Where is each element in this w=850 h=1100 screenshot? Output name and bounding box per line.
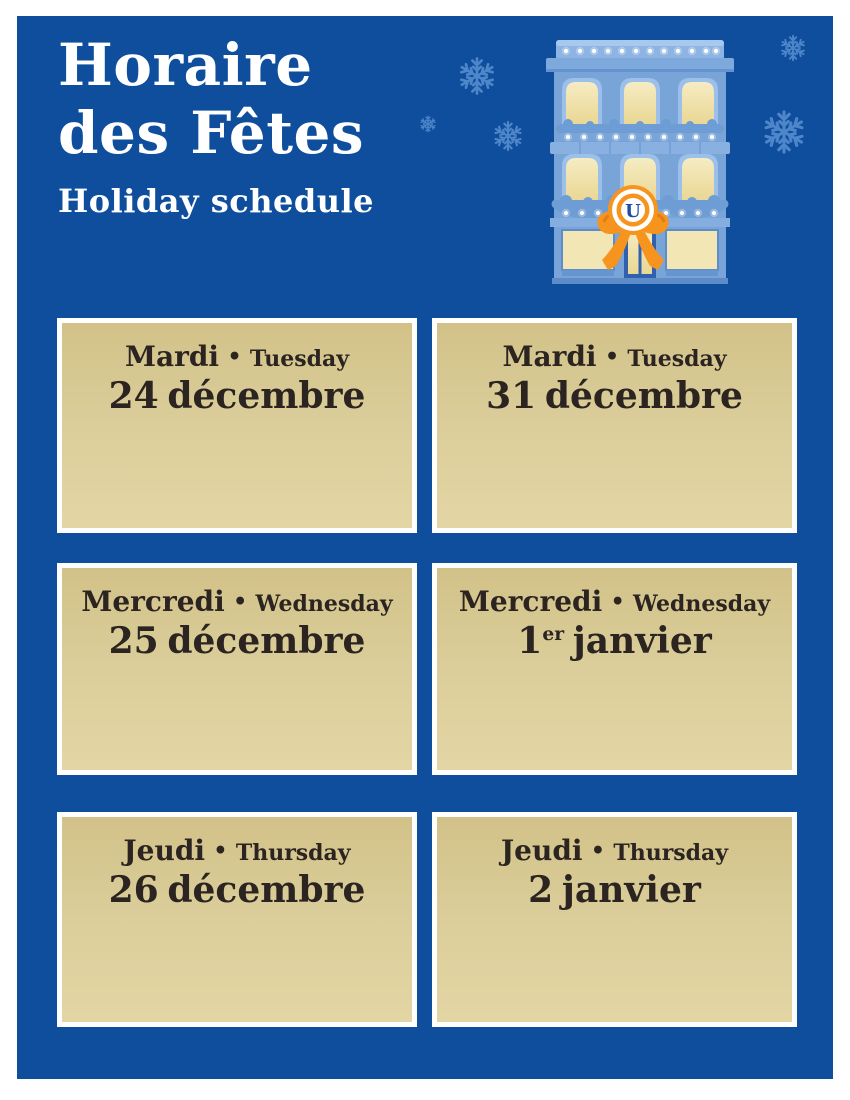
snowflake-icon [457, 56, 497, 96]
card-date [62, 621, 412, 662]
date-month: décembre [167, 619, 366, 662]
date-number: 1 [517, 619, 543, 662]
date-number: 31 [486, 374, 537, 417]
schedule-card-jan-1 [432, 563, 797, 775]
schedule-card-dec-24 [57, 318, 417, 533]
card-day-line [62, 585, 412, 619]
bullet-separator: • [213, 838, 228, 864]
day-name-french: Mercredi [458, 585, 603, 618]
day-name-french: Jeudi [123, 834, 206, 867]
date-month: janvier [572, 619, 712, 662]
card-day-line [62, 340, 412, 374]
date-ordinal-suffix: er [542, 622, 565, 645]
schedule-card-dec-31 [432, 318, 797, 533]
date-month: janvier [561, 868, 701, 911]
title-english: Holiday schedule [58, 181, 375, 220]
card-date [437, 870, 792, 911]
poster-title-block [58, 32, 374, 220]
day-name-french: Mardi [502, 340, 597, 373]
bullet-separator: • [604, 344, 619, 370]
date-number: 26 [108, 868, 159, 911]
badge-letter: U [625, 201, 641, 222]
bullet-separator: • [590, 838, 605, 864]
day-name-english: Thursday [613, 840, 729, 866]
date-month: décembre [167, 868, 366, 911]
snowflake-icon [492, 120, 524, 152]
schedule-card-dec-25 [57, 563, 417, 775]
uniprix-logo-badge [608, 185, 658, 235]
bullet-separator: • [233, 589, 248, 615]
snowflake-icon [761, 109, 807, 155]
day-name-french: Mercredi [81, 585, 225, 618]
day-name-english: Tuesday [627, 346, 727, 372]
schedule-card-jan-2 [432, 812, 797, 1027]
card-day-line [437, 834, 792, 868]
day-name-french: Jeudi [500, 834, 583, 867]
day-name-english: Wednesday [255, 591, 393, 617]
snowflake-icon [419, 115, 437, 133]
day-name-english: Tuesday [249, 346, 350, 372]
date-month: décembre [544, 374, 743, 417]
date-number: 25 [108, 619, 159, 662]
bullet-separator: • [610, 589, 625, 615]
title-french-line1: Horaire [58, 31, 313, 99]
day-name-english: Wednesday [633, 591, 771, 617]
day-name-english: Thursday [235, 840, 351, 866]
card-day-line [437, 340, 792, 374]
bullet-separator: • [227, 344, 242, 370]
card-day-line [62, 834, 412, 868]
snowflake-icon [779, 34, 807, 62]
date-month: décembre [167, 374, 366, 417]
card-date [437, 621, 792, 662]
card-day-line [437, 585, 792, 619]
schedule-card-dec-26 [57, 812, 417, 1027]
date-number: 24 [108, 374, 159, 417]
date-number: 2 [528, 868, 554, 911]
storefront-illustration [538, 32, 742, 284]
holiday-poster [17, 16, 833, 1079]
day-name-french: Mardi [124, 340, 220, 373]
card-date [437, 376, 792, 417]
card-date [62, 870, 412, 911]
title-french-line2: des Fêtes [58, 98, 365, 167]
card-date [62, 376, 412, 417]
